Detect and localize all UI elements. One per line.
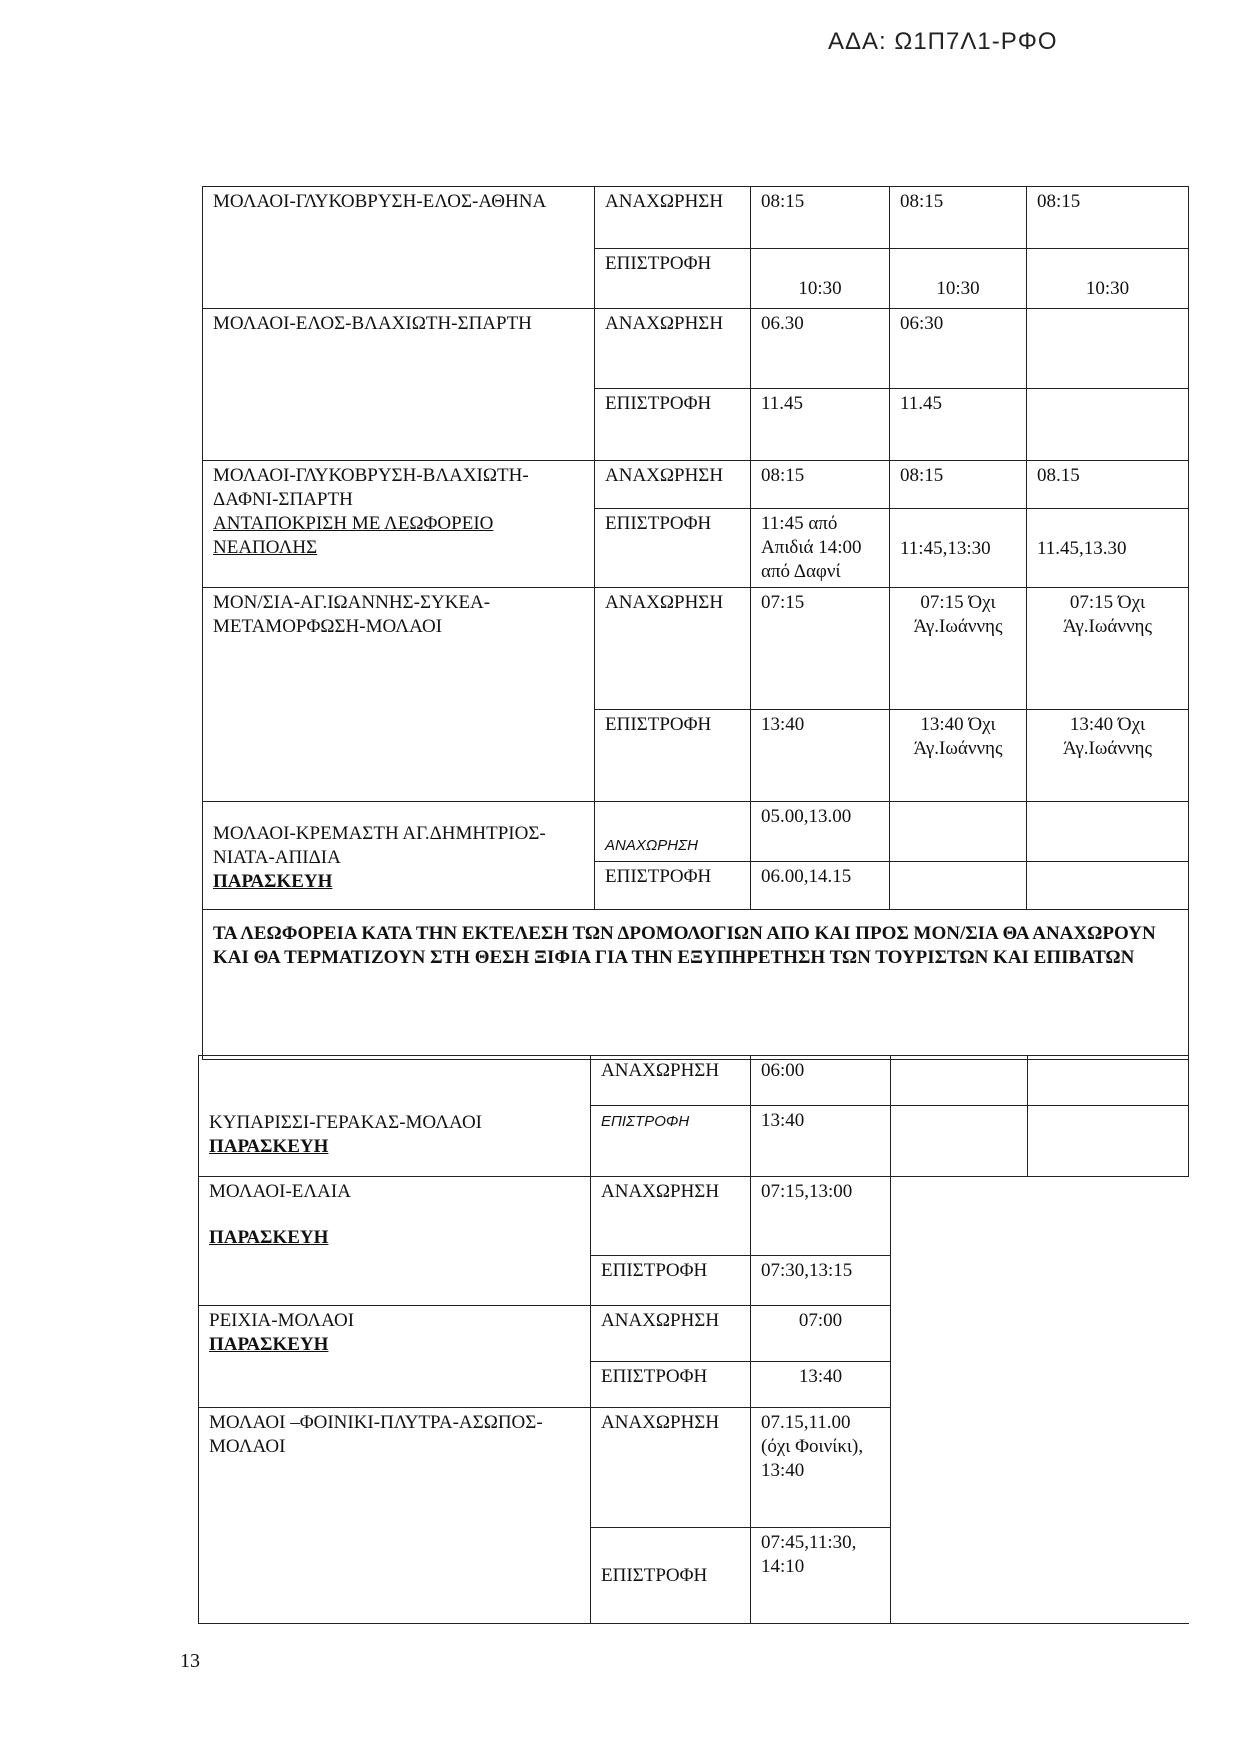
return-label: ΕΠΙΣΤΡΟΦΗ — [591, 1528, 751, 1624]
route-name: ΜΟΛΑΟΙ-ΚΡΕΜΑΣΤΗ ΑΓ.ΔΗΜΗΤΡΙΟΣ-ΝΙΑΤΑ-ΑΠΙΔΙΑ — [213, 823, 546, 868]
return-label: ΕΠΙΣΤΡΟΦΗ — [591, 1106, 751, 1177]
time-cell — [890, 802, 1027, 862]
time-cell: 08.15 — [1027, 461, 1189, 509]
route-day: ΠΑΡΑΣΚΕΥΗ — [209, 1135, 329, 1157]
empty-cell — [891, 1256, 1189, 1306]
departure-label: ΑΝΑΧΩΡΗΣΗ — [595, 802, 751, 862]
time-cell: 07:15,13:00 — [751, 1177, 891, 1256]
time-cell: 11:45,13:30 — [890, 509, 1027, 588]
departure-label: ΑΝΑΧΩΡΗΣΗ — [591, 1306, 751, 1362]
time-cell: 11.45,13.30 — [1027, 509, 1189, 588]
time-cell: 11.45 — [890, 389, 1027, 461]
route-day: ΠΑΡΑΣΚΕΥΗ — [213, 871, 333, 892]
time-cell: 06:00 — [751, 1056, 891, 1106]
time-cell — [1028, 1106, 1189, 1177]
time-cell — [891, 1056, 1028, 1106]
time-cell: 10:30 — [751, 249, 890, 309]
table-row — [203, 802, 1189, 862]
time-cell — [890, 862, 1027, 910]
time-cell — [1027, 802, 1189, 862]
route-cell: ΜΟΛΑΟΙ –ΦΟΙΝΙΚΙ-ΠΛΥΤΡΑ-ΑΣΩΠΟΣ-ΜΟΛΑΟΙ — [199, 1408, 591, 1624]
departure-label: ΑΝΑΧΩΡΗΣΗ — [591, 1056, 751, 1106]
route-name: ΜΟΛΑΟΙ-ΓΛΥΚΟΒΡΥΣΗ-ΒΛΑΧΙΩΤΗ-ΔΑΦΝΙ-ΣΠΑΡΤΗ — [213, 465, 529, 510]
route-connection-note: ΑΝΤΑΠΟΚΡΙΣΗ ΜΕ ΛΕΩΦΟΡΕΙΟ ΝΕΑΠΟΛΗΣ — [213, 513, 494, 558]
return-label: ΕΠΙΣΤΡΟΦΗ — [591, 1256, 751, 1306]
return-label: ΕΠΙΣΤΡΟΦΗ — [595, 862, 751, 910]
departure-label: ΑΝΑΧΩΡΗΣΗ — [595, 187, 751, 249]
return-label: ΕΠΙΣΤΡΟΦΗ — [591, 1362, 751, 1408]
ada-code: ΑΔΑ: Ω1Π7Λ1-ΡΦΟ — [828, 28, 1058, 55]
time-cell: 10:30 — [1027, 249, 1189, 309]
time-cell: 08:15 — [890, 187, 1027, 249]
route-day: ΠΑΡΑΣΚΕΥΗ — [209, 1334, 329, 1355]
time-cell — [1027, 389, 1189, 461]
table-row — [199, 1408, 1189, 1528]
time-cell — [891, 1106, 1028, 1177]
return-label: ΕΠΙΣΤΡΟΦΗ — [595, 509, 751, 588]
route-cell — [199, 1306, 591, 1408]
time-cell: 11.45 — [751, 389, 890, 461]
time-cell: 08:15 — [751, 461, 890, 509]
route-cell — [199, 1056, 591, 1177]
notice-text: ΤΑ ΛΕΩΦΟΡΕΙΑ ΚΑΤΑ ΤΗΝ ΕΚΤΕΛΕΣΗ ΤΩΝ ΔΡΟΜΟΛΟΓΙΩΝ ΑΠΟ ΚΑΙ ΠΡΟΣ ΜΟΝ/ΣΙΑ ΘΑ ΑΝΑΧΩΡΟΥΝ ΚΑΙ ΘΑ ΤΕΡΜΑΤΙΖΟΥΝ ΣΤΗ ΘΕΣΗ ΞΙΦΙΑ ΓΙΑ ΤΗΝ ΕΞΥΠΗΡΕΤΗΣΗ ΤΩΝ ΤΟΥΡΙΣΤΩΝ ΚΑΙ ΕΠΙΒΑΤΩΝ — [203, 910, 1189, 1060]
time-cell: 08:15 — [1027, 187, 1189, 249]
time-cell: 07:30,13:15 — [751, 1256, 891, 1306]
time-cell: 11:45 από Απιδιά 14:00 από Δαφνί — [751, 509, 890, 588]
time-cell: 07:15 Όχι Άγ.Ιωάννης — [890, 588, 1027, 710]
time-cell: 07:15 — [751, 588, 890, 710]
time-cell: 06.00,14.15 — [751, 862, 890, 910]
route-cell: ΜΟΝ/ΣΙΑ-ΑΓ.ΙΩΑΝΝΗΣ-ΣΥΚΕΑ-ΜΕΤΑΜΟΡΦΩΣΗ-ΜΟΛΑΟΙ — [203, 588, 595, 802]
time-cell: 07:15 Όχι Άγ.Ιωάννης — [1027, 588, 1189, 710]
return-label: ΕΠΙΣΤΡΟΦΗ — [595, 249, 751, 309]
time-cell — [1027, 862, 1189, 910]
route-cell — [203, 802, 595, 910]
time-cell: 05.00,13.00 — [751, 802, 890, 862]
time-cell — [1028, 1056, 1189, 1106]
table-row — [203, 309, 1189, 389]
time-cell: 13:40 — [751, 1106, 891, 1177]
time-cell: 07.15,11.00 (όχι Φοινίκι), 13:40 — [751, 1408, 891, 1528]
route-cell: ΜΟΛΑΟΙ-ΓΛΥΚΟΒΡΥΣΗ-ΕΛΟΣ-ΑΘΗΝΑ — [203, 187, 595, 309]
time-cell: 08:15 — [751, 187, 890, 249]
route-name: ΡΕΙΧΙΑ-ΜΟΛΑΟΙ — [209, 1310, 355, 1331]
route-day: ΠΑΡΑΣΚΕΥΗ — [209, 1227, 329, 1248]
time-cell: 13:40 Όχι Άγ.Ιωάννης — [1027, 710, 1189, 802]
route-cell — [203, 461, 595, 588]
time-cell — [1027, 309, 1189, 389]
time-cell: 07:00 — [751, 1306, 891, 1362]
table-row — [199, 1306, 1189, 1362]
table-row — [203, 588, 1189, 710]
empty-cell — [891, 1528, 1189, 1624]
empty-cell — [891, 1408, 1189, 1528]
time-cell: 10:30 — [890, 249, 1027, 309]
time-cell: 08:15 — [890, 461, 1027, 509]
page-number: 13 — [180, 1650, 200, 1672]
time-cell: 13:40 Όχι Άγ.Ιωάννης — [890, 710, 1027, 802]
return-label: ΕΠΙΣΤΡΟΦΗ — [595, 710, 751, 802]
schedule-table-lower — [198, 1055, 1189, 1624]
empty-cell — [891, 1306, 1189, 1362]
empty-cell — [891, 1362, 1189, 1408]
table-row — [203, 461, 1189, 509]
table-row — [199, 1177, 1189, 1256]
departure-label: ΑΝΑΧΩΡΗΣΗ — [595, 461, 751, 509]
departure-label: ΑΝΑΧΩΡΗΣΗ — [595, 309, 751, 389]
route-cell — [199, 1177, 591, 1306]
return-label: ΕΠΙΣΤΡΟΦΗ — [595, 389, 751, 461]
table-row — [199, 1056, 1189, 1106]
time-cell: 06.30 — [751, 309, 890, 389]
time-cell: 06:30 — [890, 309, 1027, 389]
schedule-table-upper — [202, 186, 1189, 1060]
time-cell: 07:45,11:30, 14:10 — [751, 1528, 891, 1624]
time-cell: 13:40 — [751, 1362, 891, 1408]
table-row — [203, 187, 1189, 249]
departure-label: ΑΝΑΧΩΡΗΣΗ — [591, 1408, 751, 1528]
route-cell: ΜΟΛΑΟΙ-ΕΛΟΣ-ΒΛΑΧΙΩΤΗ-ΣΠΑΡΤΗ — [203, 309, 595, 461]
departure-label: ΑΝΑΧΩΡΗΣΗ — [591, 1177, 751, 1256]
time-cell: 13:40 — [751, 710, 890, 802]
table-row — [203, 910, 1189, 1060]
route-name: ΚΥΠΑΡΙΣΣΙ-ΓΕΡΑΚΑΣ-ΜΟΛΑΟΙ — [209, 1111, 483, 1133]
departure-label: ΑΝΑΧΩΡΗΣΗ — [595, 588, 751, 710]
empty-cell — [891, 1177, 1189, 1256]
route-name: ΜΟΛΑΟΙ-ΕΛΑΙΑ — [209, 1181, 351, 1202]
